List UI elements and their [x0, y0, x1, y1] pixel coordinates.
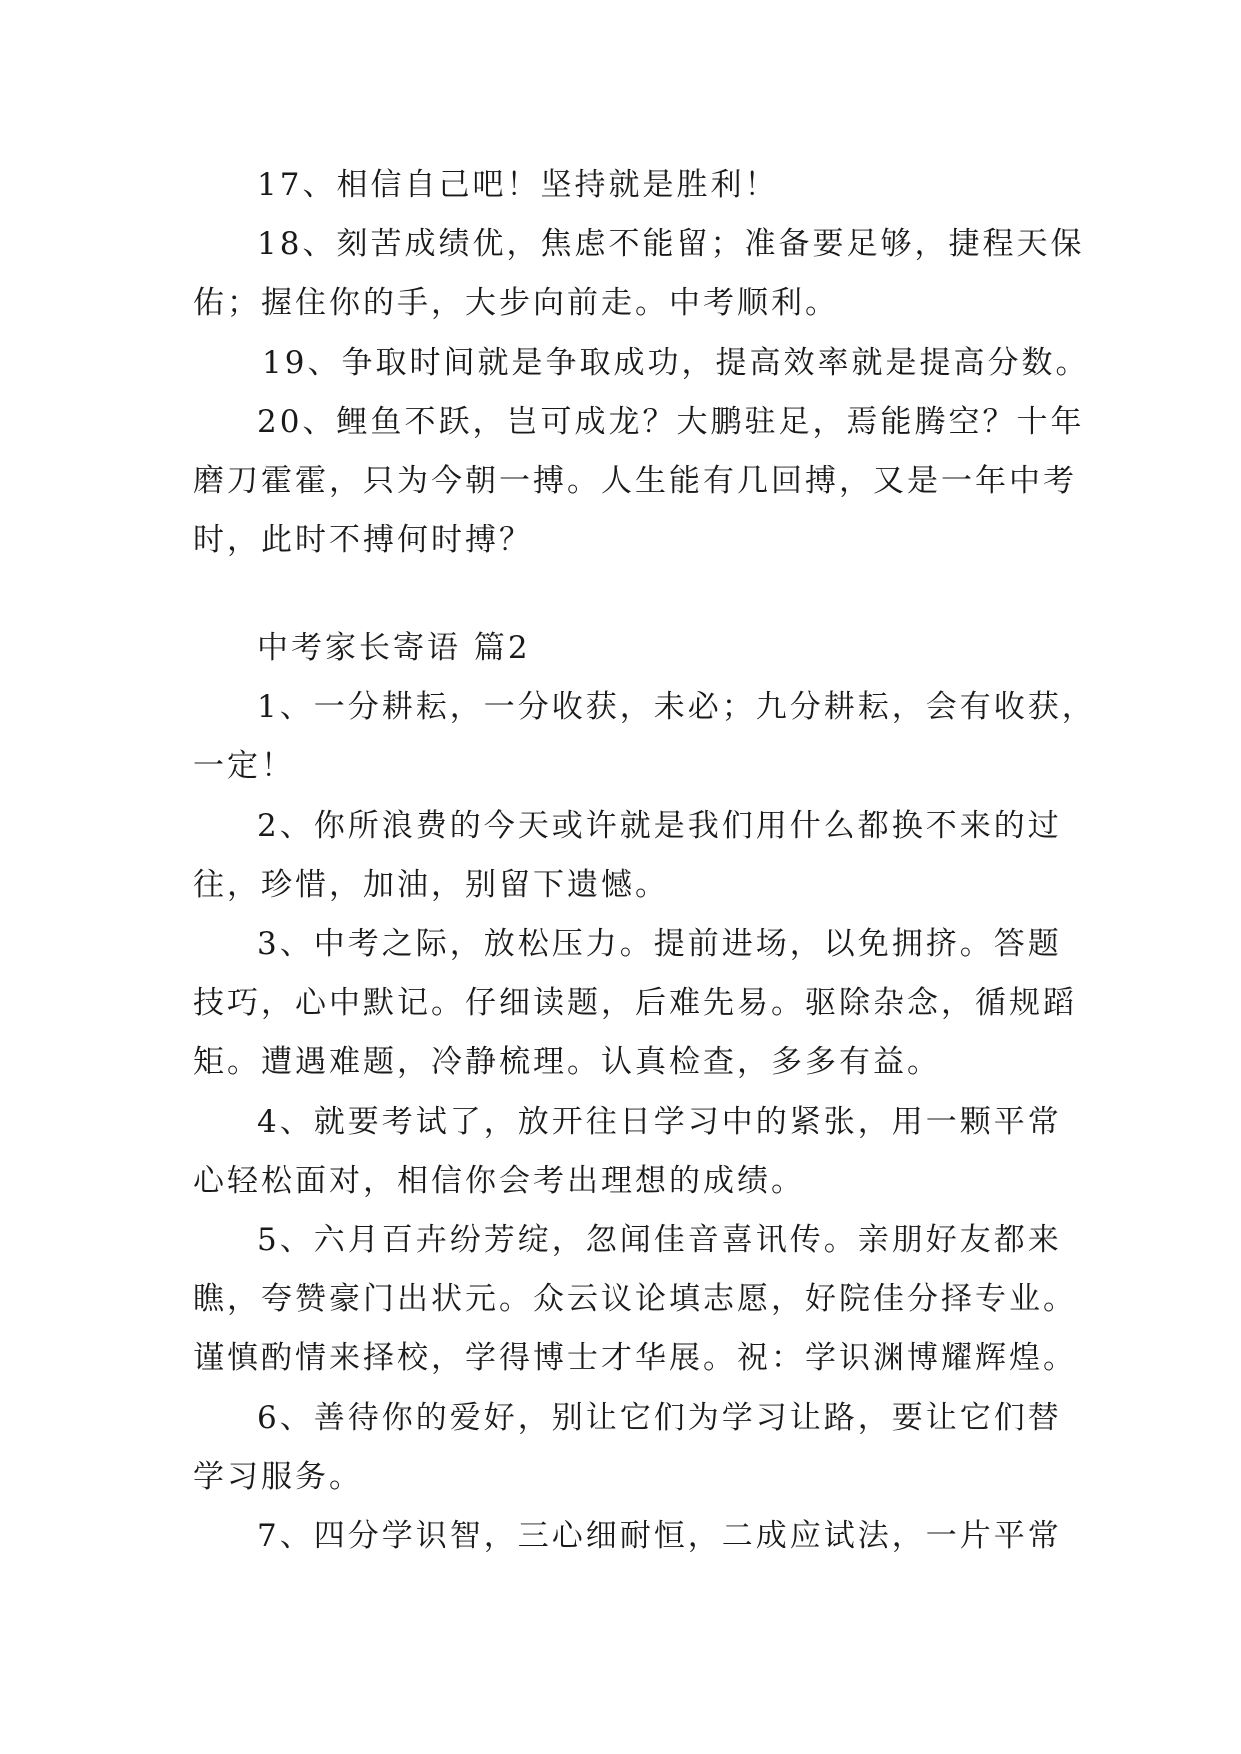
paragraph-line: 17、相信自己吧！坚持就是胜利！ — [257, 167, 779, 203]
paragraph-line: 5、六月百卉纷芳绽，忽闻佳音喜讯传。亲朋好友都来 — [257, 1222, 1062, 1258]
paragraph-line: 磨刀霍霍，只为今朝一搏。人生能有几回搏，又是一年中考 — [193, 463, 1077, 499]
paragraph-line: 佑；握住你的手，大步向前走。中考顺利。 — [193, 285, 839, 321]
paragraph-line: 1、一分耕耘，一分收获，未必；九分耕耘，会有收获， — [257, 689, 1096, 725]
paragraph-line: 时，此时不搏何时搏？ — [193, 522, 533, 558]
paragraph-line: 往，珍惜，加油，别留下遗憾。 — [193, 867, 669, 903]
paragraph-line: 18、刻苦成绩优，焦虑不能留；准备要足够，捷程天保 — [257, 226, 1085, 262]
paragraph-line: 谨慎酌情来择校，学得博士才华展。祝：学识渊博耀辉煌。 — [193, 1340, 1077, 1376]
paragraph-line: 7、四分学识智，三心细耐恒，二成应试法，一片平常 — [257, 1518, 1062, 1554]
paragraph-line: 4、就要考试了，放开往日学习中的紧张，用一颗平常 — [257, 1104, 1062, 1140]
paragraph-line: 6、善待你的爱好，别让它们为学习让路，要让它们替 — [257, 1400, 1062, 1436]
paragraph-line: 20、鲤鱼不跃，岂可成龙？大鹏驻足，焉能腾空？十年 — [257, 404, 1085, 440]
section-heading: 中考家长寄语 篇2 — [257, 630, 531, 666]
paragraph-line: 3、中考之际，放松压力。提前进场，以免拥挤。答题 — [257, 926, 1062, 962]
paragraph-line: 19、争取时间就是争取成功，提高效率就是提高分数。 — [262, 345, 1090, 381]
paragraph-line: 2、你所浪费的今天或许就是我们用什么都换不来的过 — [257, 808, 1062, 844]
paragraph-line: 矩。遭遇难题，冷静梳理。认真检查，多多有益。 — [193, 1044, 941, 1080]
paragraph-line: 心轻松面对，相信你会考出理想的成绩。 — [193, 1163, 805, 1199]
paragraph-line: 一定！ — [193, 748, 295, 784]
paragraph-line: 瞧，夸赞豪门出状元。众云议论填志愿，好院佳分择专业。 — [193, 1281, 1077, 1317]
paragraph-line: 技巧，心中默记。仔细读题，后难先易。驱除杂念，循规蹈 — [193, 985, 1077, 1021]
paragraph-line: 学习服务。 — [193, 1459, 363, 1495]
